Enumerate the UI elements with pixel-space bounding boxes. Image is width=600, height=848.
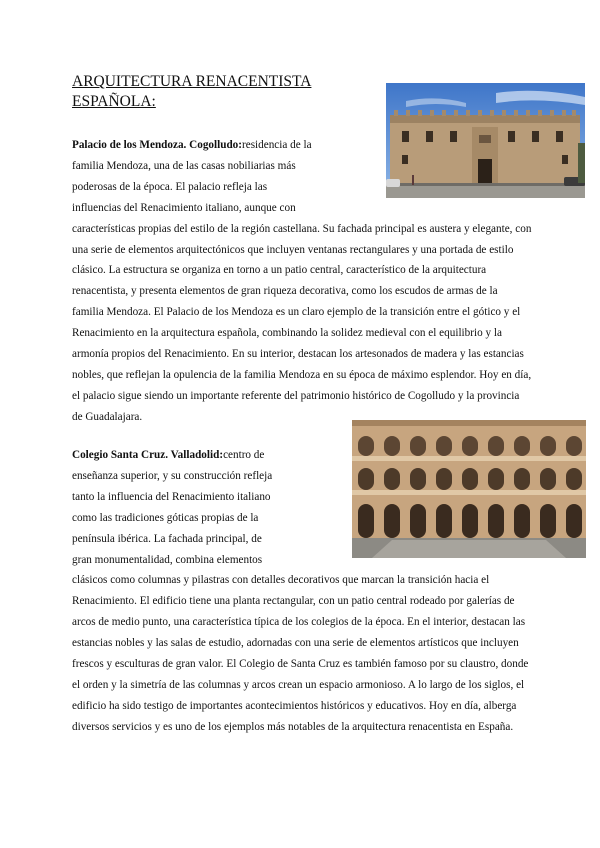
section-heading: Palacio de los Mendoza. Cogolludo:	[72, 139, 242, 151]
section-body: centro de enseñanza superior, y su construcción refleja tanto la influencia del Renacimiento italiano como las tradiciones góticas propias de la península ibérica. La fachada principal, de gran monumentalidad, combina elementos clásicos como columnas y pilastras con detalles decorativos que marcan la transición hacia el Renacimiento. El edificio tiene una planta rectangular, con un patio central rodeado por galerías de arcos de medio punto, una característica típica de los colegios de la época. En el interior, destacan las estancias nobles y las salas de estudio, adornadas con una serie de elementos artísticos que incluyen frescos y esculturas de gran valor. El Colegio de Santa Cruz es también famoso por su claustro, donde el orden y la simetría de las columnas y arcos crean un espacio armonioso. A lo largo de los siglos, el edificio ha sido testigo de importantes acontecimientos históricos y educativos. Hoy en día, alberga diversos servicios y es uno de los ejemplos más notables de la arquitectura renacentista en España.	[72, 449, 529, 733]
section-palacio-mendoza	[72, 135, 532, 428]
image-float-spacer	[326, 135, 532, 203]
section-colegio-santa-cruz	[72, 445, 532, 738]
page-title: ARQUITECTURA RENACENTISTA ESPAÑOLA:	[72, 73, 312, 110]
section-heading: Colegio Santa Cruz. Valladolid:	[72, 449, 224, 461]
image-float-spacer	[290, 445, 532, 565]
section-body: residencia de la familia Mendoza, una de las casas nobiliarias más poderosas de la época. El palacio refleja las influencias del Renacimiento italiano, aunque con características propias del estilo de la región castellana. Su fachada principal es austera y elegante, con una serie de elementos arquitectónicos que incluyen ventanas rectangulares y una portada de estilo clásico. La estructura se organiza en torno a un patio central, característico de la arquitectura renacentista, y presenta elementos de gran riqueza decorativa, como los escudos de armas de la familia Mendoza. El Palacio de los Mendoza es un claro ejemplo de la transición entre el gótico y el Renacimiento en la arquitectura española, combinando la solidez medieval con el equilibrio y la armonía propios del Renacimiento. En su interior, destacan los artesonados de madera y las estancias nobles, que reflejan la opulencia de la familia Mendoza en su época de máximo esplendor. Hoy en día, el palacio sigue siendo un importante referente del patrimonio histórico de Cogolludo y la provincia de Guadalajara.	[72, 139, 532, 423]
